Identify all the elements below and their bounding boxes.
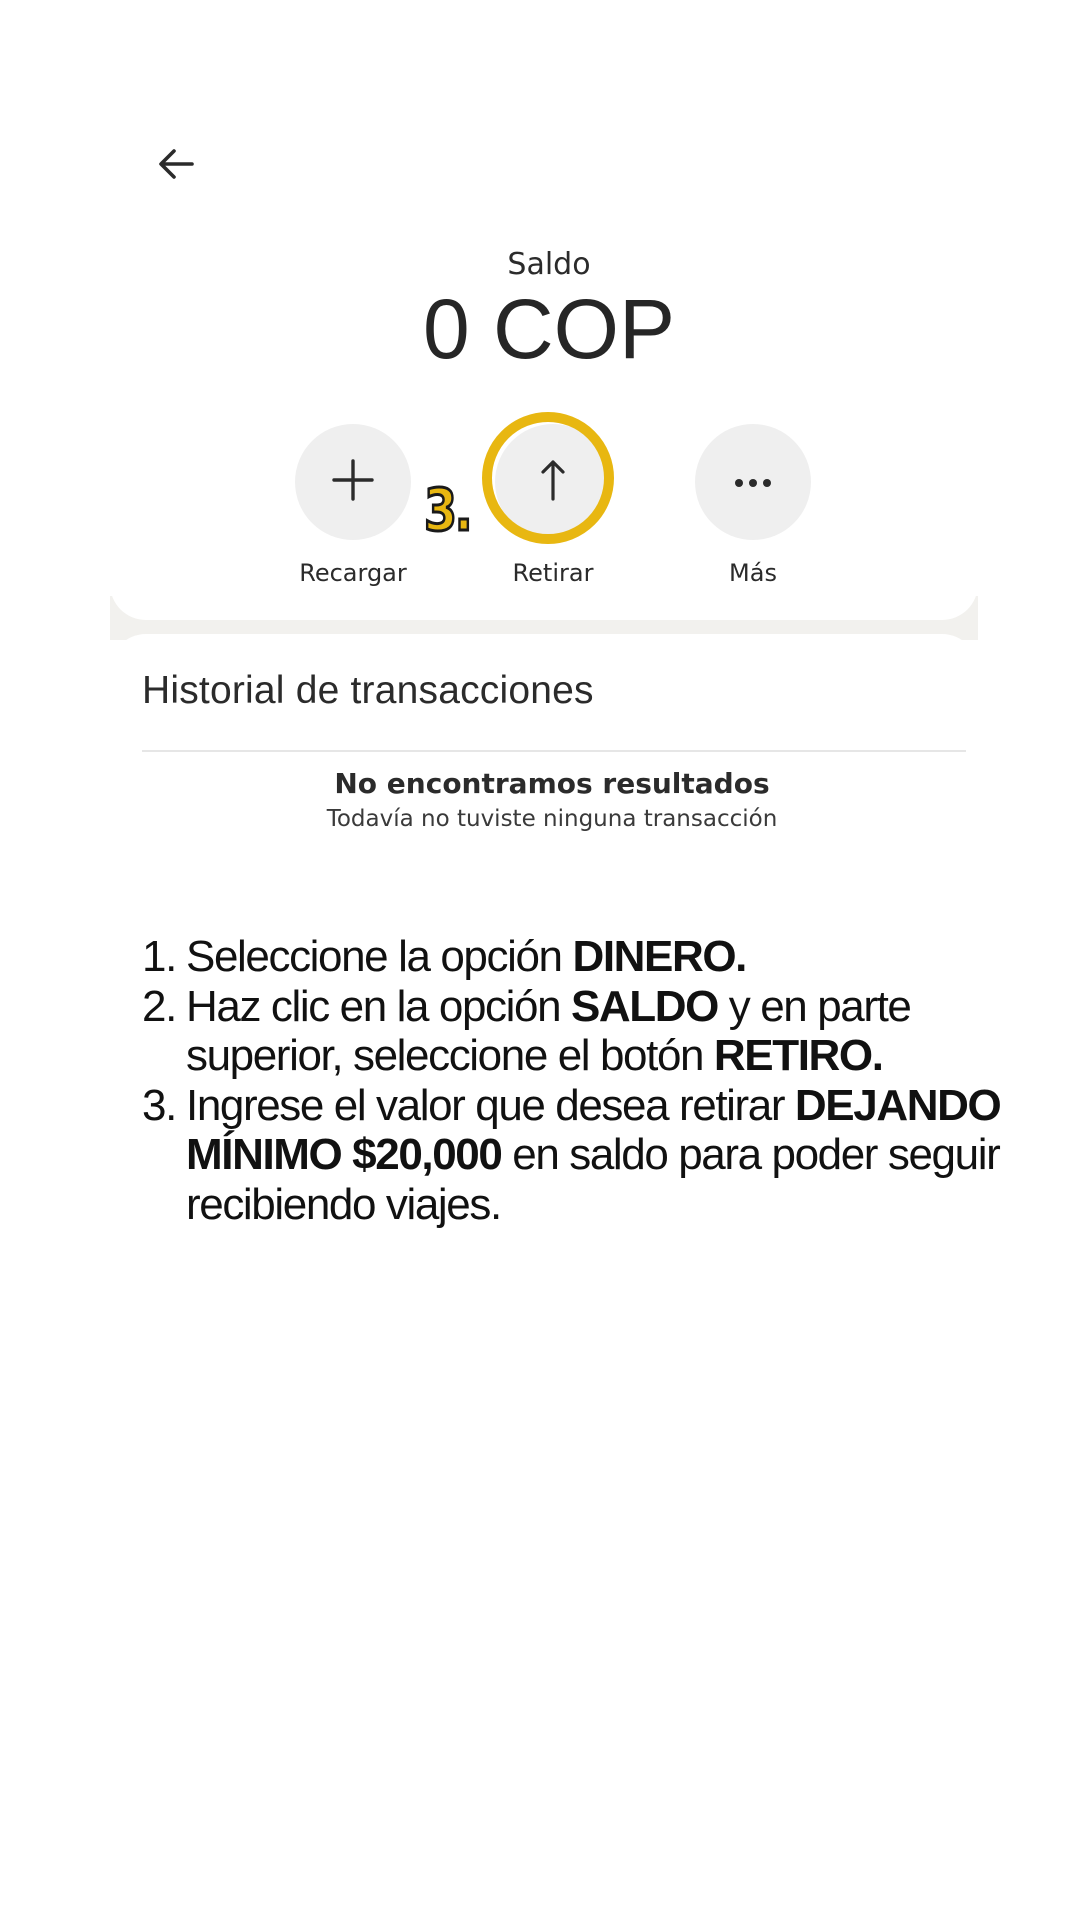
back-button[interactable] bbox=[150, 142, 202, 190]
instruction-text bbox=[186, 1081, 1000, 1229]
recargar-label: Recargar bbox=[299, 559, 407, 587]
instruction-text bbox=[186, 932, 746, 981]
arrow-left-icon bbox=[156, 146, 196, 186]
balance-summary bbox=[0, 246, 1080, 376]
instructions-list bbox=[142, 932, 1022, 1229]
instruction-text-part: en saldo para poder seguir recibiendo viajes. bbox=[186, 1130, 1000, 1229]
recargar-circle bbox=[295, 424, 411, 540]
instruction-text-part: y en parte superior, seleccione el botón bbox=[186, 981, 911, 1080]
history-divider bbox=[142, 750, 966, 752]
empty-state-title: No encontramos resultados bbox=[334, 767, 770, 800]
recargar-button[interactable] bbox=[273, 424, 433, 588]
instruction-emphasis: DINERO. bbox=[572, 932, 746, 981]
retirar-button[interactable] bbox=[473, 424, 633, 588]
instruction-step-2 bbox=[142, 982, 1022, 1081]
instruction-text-part: Ingrese el valor que desea retirar bbox=[186, 1080, 795, 1130]
instruction-number: 1. bbox=[142, 932, 176, 981]
arrow-up-icon bbox=[538, 458, 568, 506]
instruction-number: 2. bbox=[142, 981, 176, 1031]
retirar-circle bbox=[495, 424, 611, 540]
mas-button[interactable] bbox=[673, 424, 833, 588]
instruction-text-part: Seleccione la opción bbox=[186, 932, 573, 981]
instruction-emphasis: SALDO bbox=[570, 981, 718, 1031]
more-icon bbox=[733, 473, 773, 492]
retirar-label: Retirar bbox=[512, 559, 594, 587]
instruction-emphasis: DEJANDO MÍNIMO $20,000 bbox=[186, 1080, 1001, 1179]
balance-label: Saldo bbox=[507, 247, 591, 282]
history-title: Historial de transacciones bbox=[142, 669, 594, 712]
instruction-step-1 bbox=[142, 932, 1022, 982]
mas-label: Más bbox=[729, 559, 777, 587]
instruction-text-part: Haz clic en la opción bbox=[186, 981, 571, 1031]
instruction-text bbox=[186, 982, 911, 1081]
balance-amount: 0 COP bbox=[422, 282, 676, 376]
instruction-emphasis: RETIRO. bbox=[713, 1031, 883, 1080]
mas-circle bbox=[695, 424, 811, 540]
instruction-step-3 bbox=[142, 1081, 1022, 1230]
step-marker: 3. bbox=[424, 476, 471, 544]
plus-icon bbox=[331, 458, 375, 506]
empty-state-subtitle: Todavía no tuviste ninguna transacción bbox=[326, 806, 778, 832]
instruction-number: 3. bbox=[142, 1080, 176, 1130]
